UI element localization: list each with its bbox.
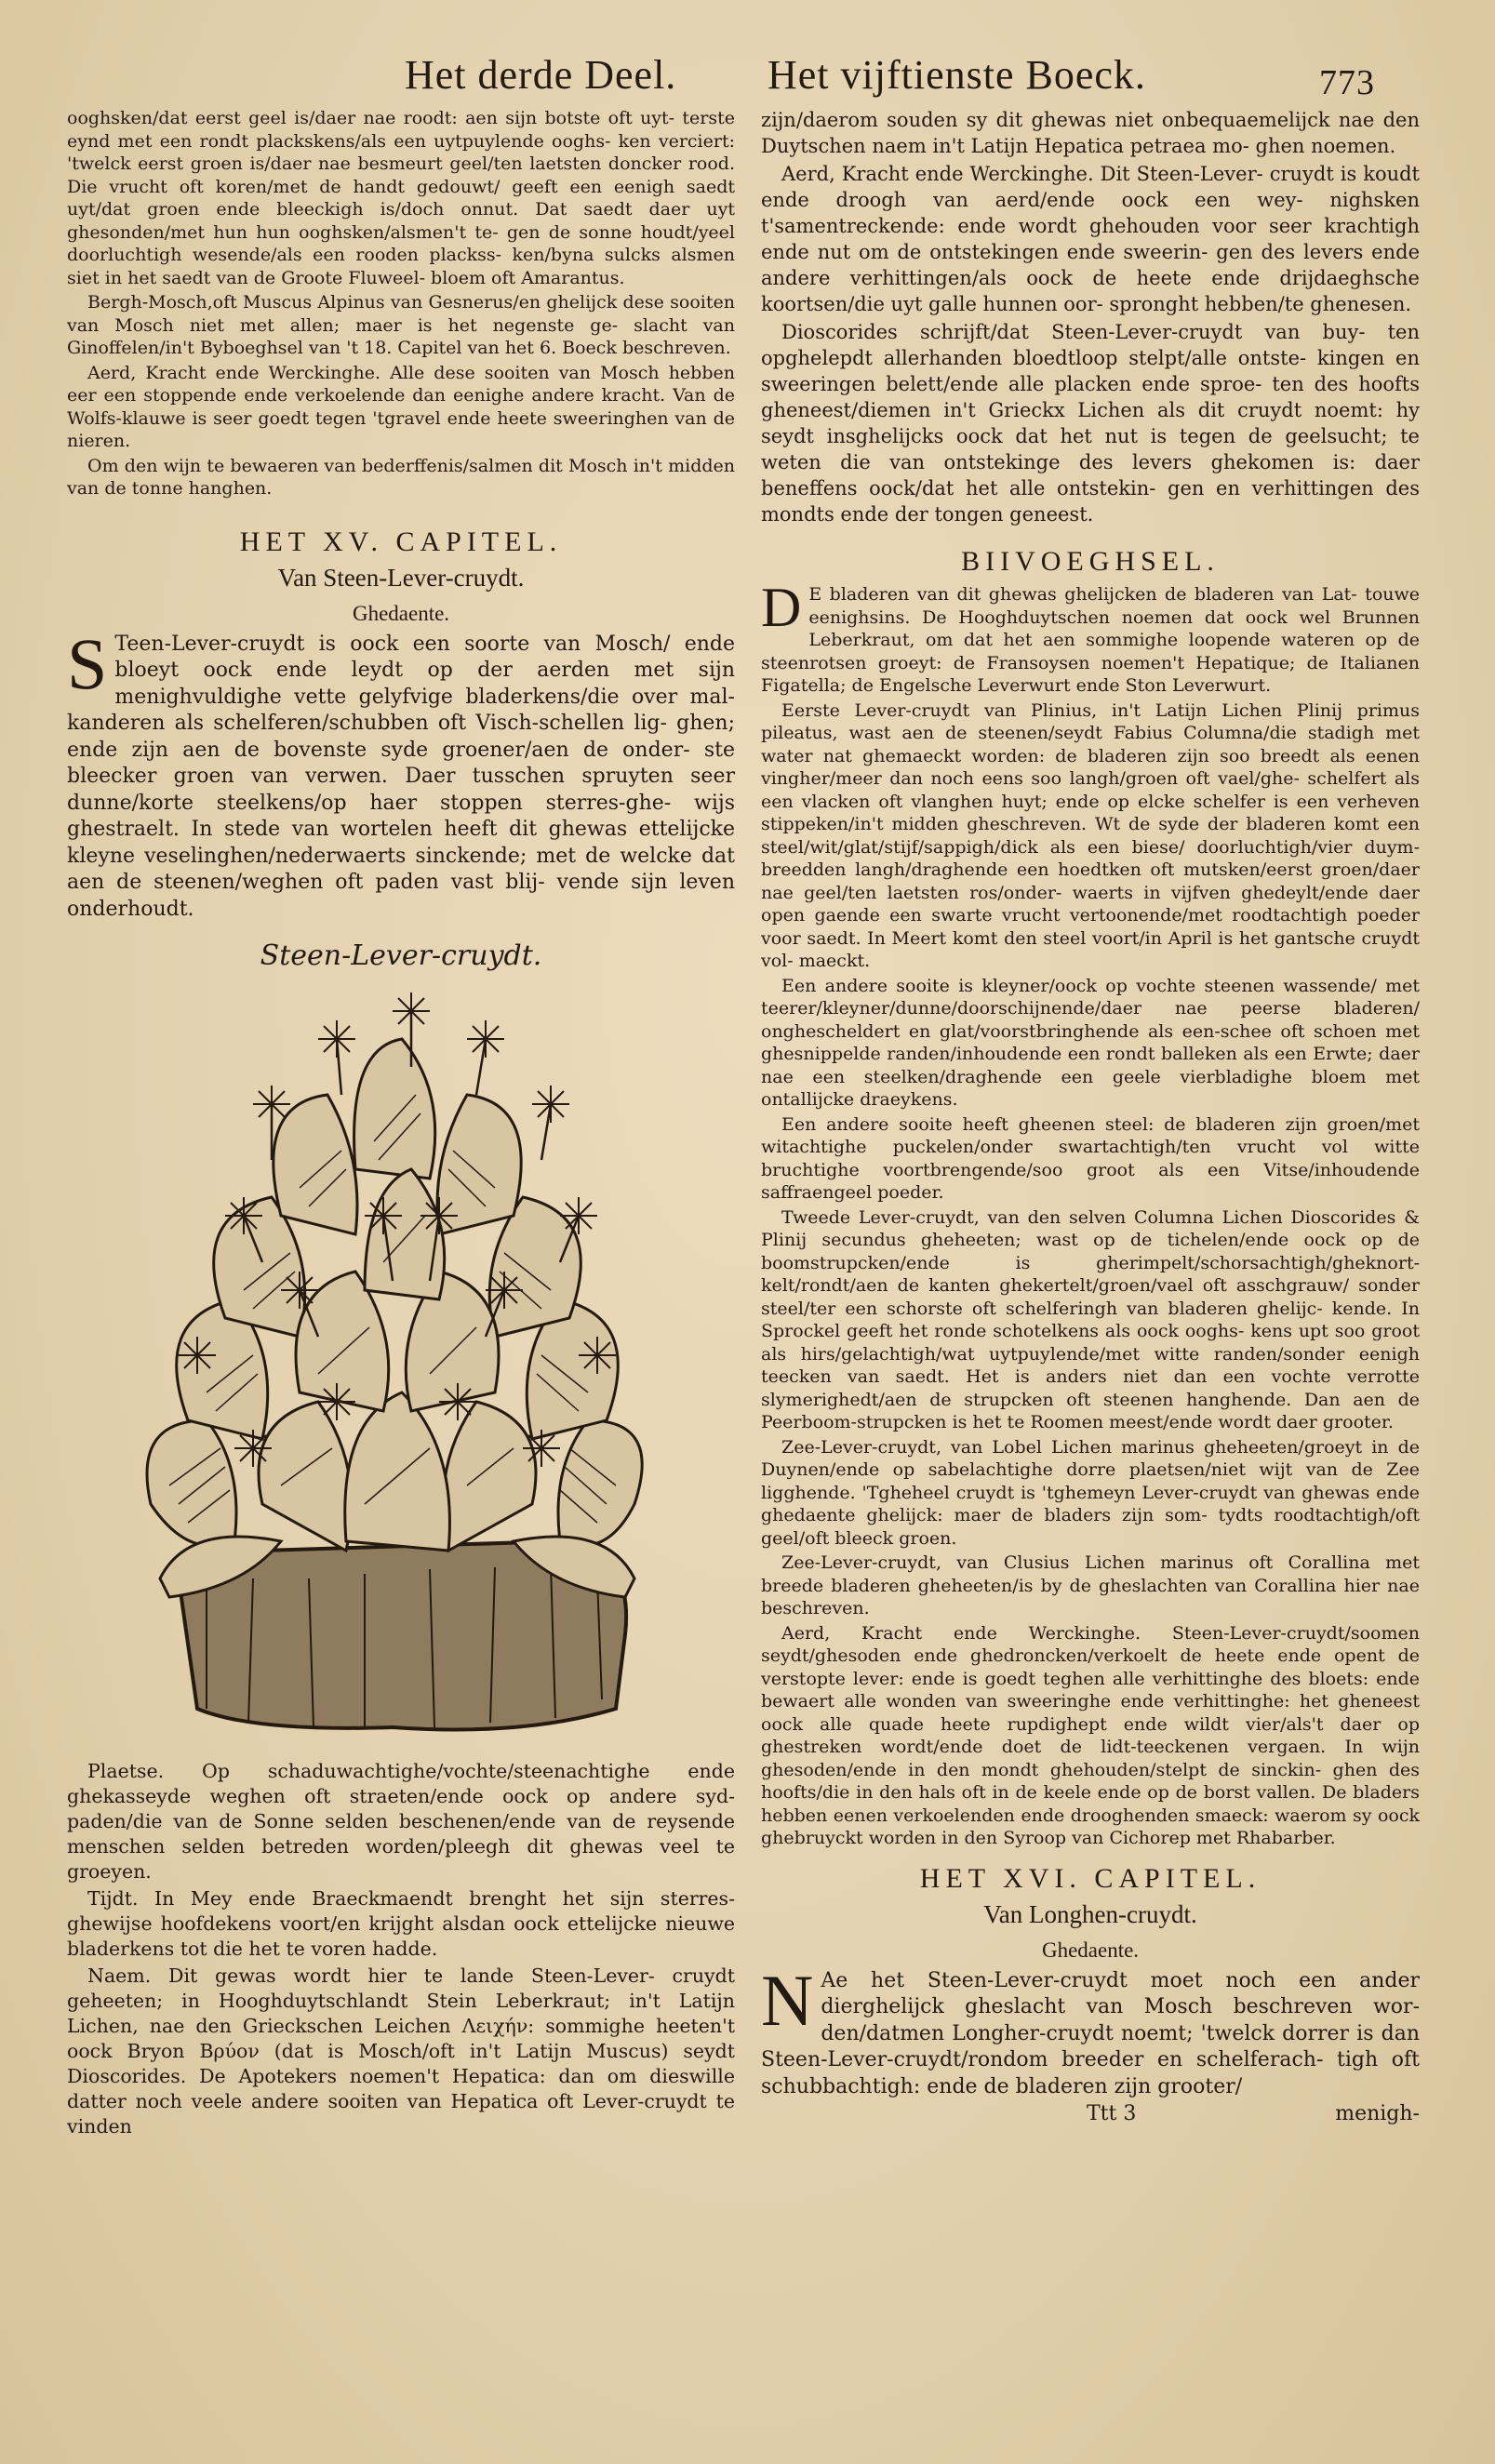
bergh-mosch-paragraph: Bergh-Mosch,oft Muscus Alpinus van Gesnerus/en ghelijck dese sooiten van Mosch niet met allen; maer is het negenste ge- slacht van Ginoffelen/in't Byboeghsel van 't 18. Capitel van het 6. Boeck beschreven.	[67, 292, 735, 358]
plate-title: Steen-Lever-cruydt.	[260, 939, 542, 972]
chapter-heading-xvi: HET XVI. CAPITEL.	[919, 1862, 1261, 1894]
bijvoeghsel-paragraph-4: Een andere sooite heeft gheenen steel: de bladeren zijn groen/met witachtighe puckelen/onder swartachtigh/ten vrucht vol witte bruchtighe voortbrengende/soo groot als een Vitse/inhoudende saffraengeel poeder.	[761, 1113, 1420, 1203]
aerd-paragraph: Aerd, Kracht ende Werckinghe. Alle dese sooiten van Mosch hebben eer een stoppende ende verkoelende dan eenighe andere kracht. Van de Wolfs-klauwe is seer goedt tegen 'tgravel ende heete sweeringhen van de nieren.	[67, 362, 735, 451]
page-number: 773	[1319, 63, 1375, 102]
chapter-body-text: Teen-Lever-cruydt is oock een soorte van Mosch/ ende bloeyt oock ende leydt op der aerden met sijn menighvuldighe vette gelyfvige bladerkens/die over mal- kanderen als schelferen/schubben oft Visch-schellen lig- ghen; ende zijn aen de bovenste syde groener/aen de onder- ste bleecker groen van verwen. Daer tusschen spruyten seer dunne/korte steelkens/op haer stoppen sterres-ghe- wijs ghestraelt. In stede van wortelen heeft dit ghewas ettelijcke kleyne veselinghen/nederwaerts sinckende; met de welcke dat aen de steenen/weghen oft paden vast blij- vende sijn leven onderhoudt.	[67, 632, 735, 921]
bijvoeghsel-paragraph-7: Zee-Lever-cruydt, van Clusius Lichen marinus oft Corallina met breede bladeren gheheeten/is by de gheslachten van Corallina hier nae beschreven.	[761, 1552, 1420, 1618]
wijn-paragraph: Om den wijn te bewaeren van bederffenis/salmen dit Mosch in't midden van de tonne hanghen.	[67, 455, 735, 499]
plaetse-paragraph: Plaetse. Op schaduwachtighe/vochte/steenachtighe ende ghekasseyde weghen oft straeten/ende oock op andere syd-paden/die van de Sonne selden beschenen/ende van de reysende menschen selden betreden worden/pleegh dit ghewas veel te groeyen.	[67, 1760, 735, 1883]
naem-paragraph: Naem. Dit gewas wordt hier te lande Steen-Lever- cruydt geheeten; in Hooghduytschlandt Stein Leberkraut; in't Latijn Lichen, nae den Grieckschen Leichen Λειχήν: sommighe heeten't oock Bryon Βρύον (dat is Mosch/oft in't Latijn Muscus) seydt Dioscorides. De Apotekers noemen't Hepatica: dan om dieswille datter noch veele andere sooiten van Hepatica oft Lever-cruydt te vinden	[67, 1965, 735, 2138]
chapter-title-xvi: Van Longhen-cruydt.	[983, 1899, 1197, 1928]
woodcut-illustration	[132, 983, 662, 1746]
ghedaente-heading-xvi: Ghedaente.	[1041, 1938, 1140, 1962]
left-column	[67, 107, 735, 2141]
ghedaente-heading: Ghedaente.	[352, 601, 450, 625]
running-header	[0, 51, 1495, 107]
chapter-heading: HET XV. CAPITEL.	[239, 526, 563, 557]
signature-mark: Ttt 3	[1087, 2102, 1137, 2125]
bijvoeghsel-text-1: E bladeren van dit ghewas ghelijcken de bladeren van Lat- touwe eenighsins. De Hooghduytschen noemen dat oock wel Brunnen Leberkraut, om dat het aen sommighe loopende wateren op de steenrotsen groeyt: de Fransoysen noemen't Hepatique; de Italianen Figatella; de Engelsche Leverwurt ende Ston Leverwurt.	[761, 584, 1420, 696]
tijdt-paragraph: Tijdt. In Mey ende Braeckmaendt brenght het sijn sterres-ghewijse hoofdekens voort/en krijght alsdan oock ettelijcke nieuwe bladerkens tot die het te voren hadde.	[67, 1887, 735, 1960]
bijvoeghsel-paragraph-2: Eerste Lever-cruydt van Plinius, in't Latijn Lichen Plinij primus pileatus, wast aen de steenen/seydt Fabius Columna/die stadigh met water nat ghemaeckt worden: de bladeren zijn soo breedt als eenen vingher/meer dan noch eens soo langh/groen oft vael/ghe- schelfert als een vlacken oft vlanghen huyt; ende op elcke schelfer is een verheven stippeken/in't midden gheschreven. Wt de syde der bladeren komt een steel/wit/glat/stijf/sappigh/dick als een biese/ doorluchtigh/vier duym-breedden langh/draghende een hoedtken oft mutsken/eerst groen/daer nae geel/ten laetsten ros/onder- waerts in vijfven ghedeylt/ende daer open gaende een swarte vrucht vertoonende/met roodtachtigh poeder voor saedt. In Meert komt den steel voort/in April is het gantsche cruydt vol- maeckt.	[761, 699, 1420, 971]
header-right: Het vijftienste Boeck.	[768, 52, 1146, 98]
chapter-body-xvi	[761, 1959, 1420, 2101]
catchword: menigh-	[1335, 2102, 1420, 2125]
page-footer	[761, 2102, 1420, 2130]
continuation-paragraph: zijn/daerom souden sy dit ghewas niet onbequaemelijck nae den Duytschen naem in't Latijn Hepatica petraea mo- ghen noemen.	[761, 109, 1420, 157]
aerd-paragraph-right: Aerd, Kracht ende Werckinghe. Dit Steen-Lever- cruydt is koudt ende droogh van aerd/ende oock een wey- nighsken t'samentreckende: ende wordt ghehouden voor seer krachtigh ende nut om de ontstekingen ende sweerin- gen des levers ende andere verhittingen/als oock de heete ende drijdaeghsche koortsen/die uyt galle hunnen oor- spronght hebben/te ghenesen.	[761, 163, 1420, 315]
chapter-body-xvi-text: Ae het Steen-Lever-cruydt moet noch een ander dierghelijck gheslacht van Mosch beschreven wor- den/datmen Longher-cruydt noemt; 'twelck dorrer is dan Steen-Lever-cruydt/rondom breeder en schelferach- tigh oft schubbachtigh: ende de bladeren zijn grooter/	[761, 1968, 1420, 2098]
bijvoeghsel-paragraph-6: Zee-Lever-cruydt, van Lobel Lichen marinus gheheeten/groeyt in de Duynen/ende op sabelachtighe dorre plaetsen/niet wijt van de Zee ligghende. 'Tgheheel cruydt is 'tghemeyn Lever-cruydt van ghewas ende ghedaente ghelijck: maer de bladers zijn som- tydts roodtachtigh/oft geel/oft bleeck groen.	[761, 1436, 1420, 1549]
bijvoeghsel-heading: BIIVOEGHSEL.	[961, 546, 1220, 577]
bijvoeghsel-paragraph-5: Tweede Lever-cruydt, van den selven Columna Lichen Dioscorides & Plinij secundus gheheeten; wast op de tichelen/ende oock op de boomstrupcken/ende is gherimpelt/schorsachtigh/gheknort- kelt/rondt/aen de kanten ghekertelt/groen/vael oft asschgrauw/ sonder steel/ter een schorste oft schelferingh van bladeren ghelijc- kende. In Sprockel geeft het ronde schotelkens als oock ooghs- kens upt soo groot als hirs/gelachtigh/wat uytpuylende/met witte randen/sonder eenigh teecken van saedt. Het is anders niet dan een vochte verrotte slymerighedt/aen de strupcken oft steenen hanghende. Dan aen de Peerboom-strupcken is het te Roomen meest/ende wordt daer grooter.	[761, 1206, 1420, 1432]
bijvoeghsel-paragraph-8: Aerd, Kracht ende Werckinghe. Steen-Lever-cruydt/soomen seydt/ghesoden ende ghedroncken/verkoelt de heete ende opent de verstopte lever: ende is goedt teghen alle verhittinghe des bloets: ende bewaert alle wonden van sweeringhe ende verhittinghe: het gheneest oock alle quade heete rupdighept ende wildt vier/als't daer op ghestreken wordt/ende doet de lidt-teeckenen vergaen. In wijn ghesoden/ende in den mondt ghehouden/stelpt de sinckin- ghen des hoofts/die in den hals oft in de keele ende op de borst vallen. De bladers hebben eenen verkoelenden ende drooghenden smaeck: waerom sy oock ghebruyckt worden in den Syroop van Cichorep met Rhabarber.	[761, 1622, 1420, 1848]
drop-capital-n: N	[761, 1959, 814, 2041]
drop-capital: S	[67, 622, 108, 704]
bijvoeghsel-paragraph-1	[761, 577, 1420, 698]
chapter-body	[67, 622, 735, 924]
chapter-title: Van Steen-Lever-cruydt.	[277, 563, 525, 592]
intro-paragraph: ooghsken/dat eerst geel is/daer nae roodt: aen sijn botste oft uyt- terste eynd met een rondt plackskens/als een uytpuylende ooghs- ken verciert: 'twelck eerst groen is/daer nae besmeurt geel/ten laetsten doncker rood. Die vrucht oft koren/met de handt gedouwt/ geeft een eenigh saedt uyt/dat groen ende bleeckigh is/doch onnut. Dat saedt daer uyt ghesonden/met hun hun ooghsken/alsmen't te- gen de sonne houdt/yeel doorluchtigh wesende/als een rooden plackss- ken/byna sulcks alsmen siet in het saedt van de Groote Fluweel- bloem oft Amarantus.	[67, 108, 735, 288]
drop-capital-d: D	[761, 577, 802, 638]
right-column	[761, 107, 1420, 2130]
bijvoeghsel-paragraph-3: Een andere sooite is kleyner/oock op vochte steenen wassende/ met teerer/kleyner/dunne/doorschijnende/daer nae peerse bladeren/ onghescheldert en glat/voorstbringhende als een-schee oft schoen met ghesnippelde randen/inhoudende een rondt balleken als een Erwte; daer nae een steelken/draghende een geele vierbladighe bloem met ontallijcke draeykens.	[761, 975, 1420, 1110]
dioscorides-paragraph: Dioscorides schrijft/dat Steen-Lever-cruydt van buy- ten opghelepdt allerhanden bloedtloop stelpt/alle ontste- kingen en sweeringen belett/ende alle placken ende sproe- ten des hoofts gheneest/diemen in't Grieckx Lichen als dit cruydt noemt: hy seydt insghelijcks oock dat het nut is tegen de geelsucht; te weten die van ontstekinge des levers ghekomen is: daer beneffens oock/dat het alle ontstekin- gen en verhittingen des mondts ende der tongen geneest.	[761, 321, 1420, 526]
header-left: Het derde Deel.	[405, 52, 677, 98]
